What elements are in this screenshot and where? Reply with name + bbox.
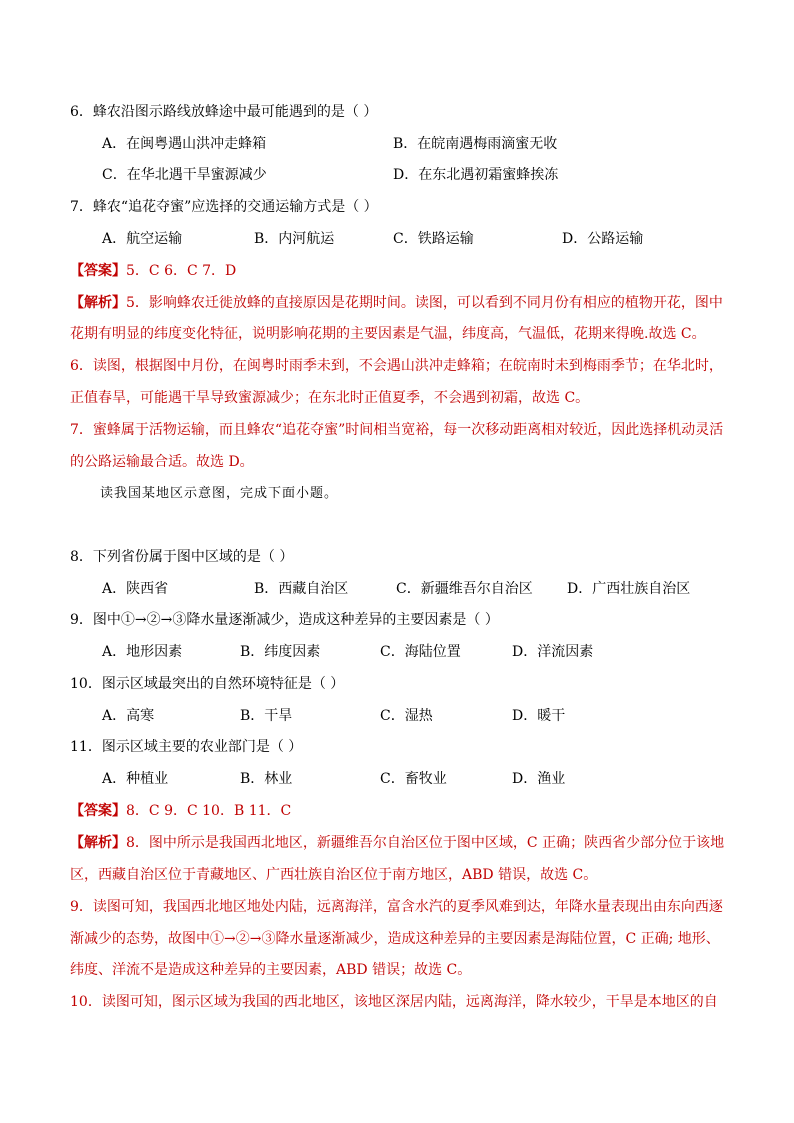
answer-block-2 [70, 801, 730, 821]
answer-tag: 【答案】 [70, 803, 126, 819]
question-11-option-d: D．渔业 [512, 771, 566, 787]
explanation-line: 渐减少的态势，故图中①→②→③降水量逐渐减少，造成这种差异的主要因素是海陆位置，C 正确; 地形、 [70, 931, 720, 947]
answer-text: 5．C 6．C 7．D [126, 263, 237, 279]
question-7-option-c: C．铁路运输 [393, 231, 474, 247]
question-8-option-b: B．西藏自治区 [254, 581, 349, 597]
question-9-option-b: B．纬度因素 [240, 644, 321, 660]
explanation-line: 9．读图可知，我国西北地区地处内陆，远离海洋，富含水汽的夏季风难到达，年降水量表现出由东向西逐 [70, 899, 723, 915]
question-6-option-b: B．在皖南遇梅雨滴蜜无收 [393, 136, 558, 152]
question-9-option-d: D．洋流因素 [512, 644, 594, 660]
question-8-stem: 8．下列省份属于图中区域的是（ ） [70, 549, 294, 565]
question-6-option-c: C．在华北遇干旱蜜源减少 [102, 167, 267, 183]
answer-tag: 【答案】 [70, 263, 126, 279]
question-10-option-c: C．湿热 [380, 708, 433, 724]
question-8-option-a: A．陕西省 [102, 581, 169, 597]
question-11-option-c: C．畜牧业 [380, 771, 447, 787]
explanation-line: 10．读图可知，图示区域为我国的西北地区，该地区深居内陆，远离海洋，降水较少，干旱是本地区的自 [70, 994, 718, 1010]
explanation-line [70, 833, 730, 853]
question-9-option-c: C．海陆位置 [380, 644, 461, 660]
explanation-text: 5．影响蜂农迁徙放蜂的直接原因是花期时间。读图，可以看到不同月份有相应的植物开花，图中 [126, 295, 723, 311]
question-6-option-d: D．在东北遇初霜蜜蜂挨冻 [393, 167, 559, 183]
question-7-option-d: D．公路运输 [562, 231, 644, 247]
question-9-option-a: A．地形因素 [102, 644, 183, 660]
question-9-stem: 9．图中①→②→③降水量逐渐减少，造成这种差异的主要因素是（ ） [70, 612, 499, 628]
question-7-option-a: A．航空运输 [102, 231, 183, 247]
question-10-option-a: A．高寒 [102, 708, 155, 724]
question-10-stem: 10．图示区域最突出的自然环境特征是（ ） [70, 676, 345, 692]
section-intro: 读我国某地区示意图，完成下面小题。 [100, 486, 339, 501]
explanation-text: 8．图中所示是我国西北地区，新疆维吾尔自治区位于图中区域，C 正确；陕西省少部分位于该地 [126, 835, 725, 851]
answer-block-1 [70, 261, 730, 281]
question-8-option-d: D．广西壮族自治区 [567, 581, 691, 597]
question-10-option-b: B．干旱 [240, 708, 293, 724]
explanation-line: 7．蜜蜂属于活物运输，而且蜂农“追花夺蜜”时间相当宽裕，每一次移动距离相对较近，因此选择机动灵活 [70, 422, 724, 438]
question-11-option-a: A．种植业 [102, 771, 169, 787]
question-11-stem: 11．图示区域主要的农业部门是（ ） [70, 739, 303, 755]
explanation-tag: 【解析】 [70, 295, 126, 311]
explanation-line: 6．读图，根据图中月份，在闽粤时雨季未到，不会遇山洪冲走蜂箱；在皖南时未到梅雨季节；在华北时， [70, 358, 723, 374]
question-6-option-a: A．在闽粤遇山洪冲走蜂箱 [102, 136, 267, 152]
explanation-line: 正值春旱，可能遇干旱导致蜜源减少；在东北时正值夏季，不会遇到初霜，故选 C。 [70, 390, 590, 406]
question-7-option-b: B．内河航运 [254, 231, 335, 247]
explanation-line: 纬度、洋流不是造成这种差异的主要因素，ABD 错误；故选 C。 [70, 962, 472, 978]
explanation-tag: 【解析】 [70, 835, 126, 851]
question-8-option-c: C．新疆维吾尔自治区 [396, 581, 533, 597]
answer-text: 8．C 9．C 10．B 11．C [126, 803, 292, 819]
question-11-option-b: B．林业 [240, 771, 293, 787]
question-7-stem: 7．蜂农“追花夺蜜”应选择的交通运输方式是（ ） [70, 199, 378, 215]
question-10-option-d: D．暖干 [512, 708, 566, 724]
question-6-stem: 6．蜂农沿图示路线放蜂途中最可能遇到的是（ ） [70, 104, 378, 120]
explanation-line: 区，西藏自治区位于青藏地区、广西壮族自治区位于南方地区，ABD 错误，故选 C。 [70, 867, 598, 883]
explanation-line: 的公路运输最合适。故选 D。 [70, 454, 254, 470]
explanation-line [70, 293, 730, 313]
explanation-line: 花期有明显的纬度变化特征，说明影响花期的主要因素是气温，纬度高，气温低，花期来得晚.故选 C。 [70, 326, 706, 342]
